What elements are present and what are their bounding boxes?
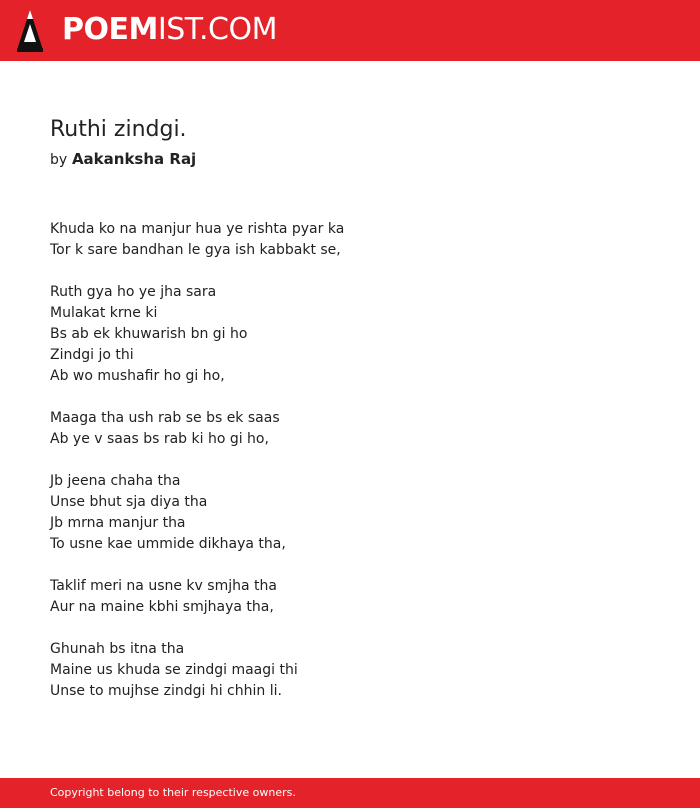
poem-line: Ghunah bs itna tha (50, 641, 185, 657)
by-label: by (50, 152, 68, 168)
poem-line: Unse to mujhse zindgi hi chhin li. (50, 683, 282, 699)
site-logo-text[interactable] (62, 12, 277, 48)
pencil-logo-icon[interactable] (17, 10, 43, 52)
copyright-text: Copyright belong to their respective owners. (50, 786, 296, 799)
poem-line: Jb jeena chaha tha (50, 473, 181, 489)
poem-line: Maine us khuda se zindgi maagi thi (50, 662, 298, 678)
poem-line: Ruth gya ho ye jha sara (50, 284, 217, 300)
poem-line: Mulakat krne ki (50, 305, 158, 321)
author-name: Aakanksha Raj (71, 150, 197, 168)
byline (50, 150, 196, 168)
poem-line: Tor k sare bandhan le gya ish kabbakt se, (50, 242, 341, 258)
poem-line: Taklif meri na usne kv smjha tha (50, 578, 277, 594)
poem-line: Khuda ko na manjur hua ye rishta pyar ka (50, 221, 345, 237)
stanza-gap (50, 555, 670, 576)
poem-line: Bs ab ek khuwarish bn gi ho (50, 326, 248, 342)
stanza-gap (50, 387, 670, 408)
stanza-gap (50, 618, 670, 639)
poem-line: Ab wo mushafir ho gi ho, (50, 368, 225, 384)
poem-line: Unse bhut sja diya tha (50, 494, 208, 510)
stanza-gap (50, 261, 670, 282)
poem-line: To usne kae ummide dikhaya tha, (50, 536, 286, 552)
poem-line: Jb mrna manjur tha (50, 515, 186, 531)
site-footer (0, 778, 700, 808)
logo-text-bold: POEM (62, 12, 158, 47)
poem-line: Aur na maine kbhi smjhaya tha, (50, 599, 274, 615)
poem-body (50, 219, 670, 702)
logo-text-light: IST.COM (157, 12, 277, 47)
stanza-gap (50, 450, 670, 471)
poem-line: Maaga tha ush rab se bs ek saas (50, 410, 280, 426)
site-header (0, 0, 700, 61)
poem-title: Ruthi zindgi. (50, 117, 187, 142)
poem-line: Zindgi jo thi (50, 347, 134, 363)
poem-line: Ab ye v saas bs rab ki ho gi ho, (50, 431, 269, 447)
